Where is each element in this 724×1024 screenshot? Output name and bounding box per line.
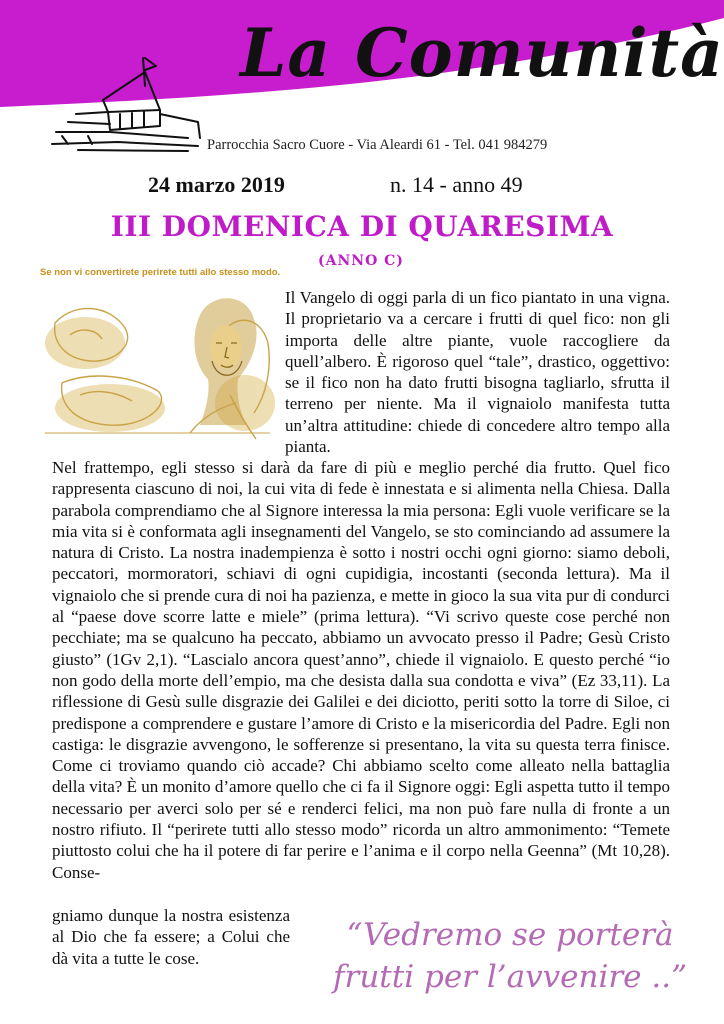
church-logo-icon (48, 52, 208, 157)
pull-quote-line-1: “Vedremo se porterà (346, 917, 674, 953)
jesus-illustration (40, 283, 275, 445)
illustration-caption: Se non vi convertirete perirete tutti allo stesso modo. (40, 267, 281, 278)
article-paragraph-body: Nel frattempo, egli stesso si darà da fare di più e meglio perché dia frutto. Quel fico rappresenta ciascuno di noi, la cui vita di fede è innestata e si alimenta nella Chiesa. Dalla parabola comprendiamo che al Signore interessa la mia persona: Egli vuole verificare se la mia vita si è conformata agli insegnamenti del Vangelo, se sto cominciando ad assumere la natura di Cristo. La nostra inadempienza è sotto i nostri occhi ogni giorno: siamo deboli, peccatori, mormoratori, schiavi di ogni cupidigia, incostanti (seconda lettura). Ma il vignaiolo che si prende cura di noi ha pazienza, e mette in gioco la sua vita pur di condurci al “paese dove scorre latte e miele” (prima lettura). “Vi scrivo queste cose perché non pecchiate; ma se qualcuno ha peccato, abbiamo un avvocato presso il Padre; Gesù Cristo giusto” (1Gv 2,1). “Lascialo ancora quest’anno”, chiede il vignaiolo. E questo perché “io non godo della morte dell’empio, ma che desista dalla sua condotta e viva” (Ez 33,11). La riflessione di Gesù sulle disgrazie dei Galilei e dei diciotto, periti sotto la torre di Siloe, ci predispone a comprendere e gustare l’amore di Cristo e la misericordia del Padre. Egli non castiga: le disgrazie avvengono, le sofferenze si presentano, la vita su questa terra finisce. Come ci troviamo quando ciò accade? Chi abbiamo scelto come alleato nella battaglia della vita? È un monito d’amore quello che ci fa il Signore oggi: Egli aspetta tutto il tempo necessario per averci solo per sé e renderci felici, ma non può fare nulla di fronte a un nostro rifiuto. Il “perirete tutti allo stesso modo” ricorda un altro ammonimento: “Temete piuttosto colui che ha il potere di far perire e l’anima e il corpo nella Geenna” (Mt 10,28). Conse- (52, 458, 670, 882)
issue-number: n. 14 - anno 49 (390, 172, 523, 197)
pull-quote (305, 914, 715, 998)
liturgical-year: (ANNO C) (318, 253, 404, 269)
article-paragraph-closing: gniamo dunque la nostra esistenza al Dio che fa essere; a Colui che dà vita a tutte le cose. (52, 906, 290, 968)
pull-quote-line-2: frutti per l’avvenire ..” (333, 959, 687, 995)
article-paragraph-intro: Il Vangelo di oggi parla di un fico piantato in una vigna. Il proprietario va a cercare i frutti di quel fico: non gli importa delle altre piante, vuole raccogliere da quell’albero. È rigoroso quel “tale”, drastico, oggettivo: se il fico non ha dato frutti bisogna tagliarlo, sfrutta il terreno per niente. Ma il vignaiolo manifesta tutta un’altra attitudine: chiede di concedere altro tempo alla pianta. (285, 288, 670, 457)
parish-info: Parrocchia Sacro Cuore - Via Aleardi 61 - Tel. 041 984279 (207, 137, 548, 153)
masthead-title: La Comunità (240, 14, 724, 92)
issue-date: 24 marzo 2019 (148, 172, 285, 197)
page-title: III DOMENICA DI QUARESIMA (110, 210, 614, 243)
